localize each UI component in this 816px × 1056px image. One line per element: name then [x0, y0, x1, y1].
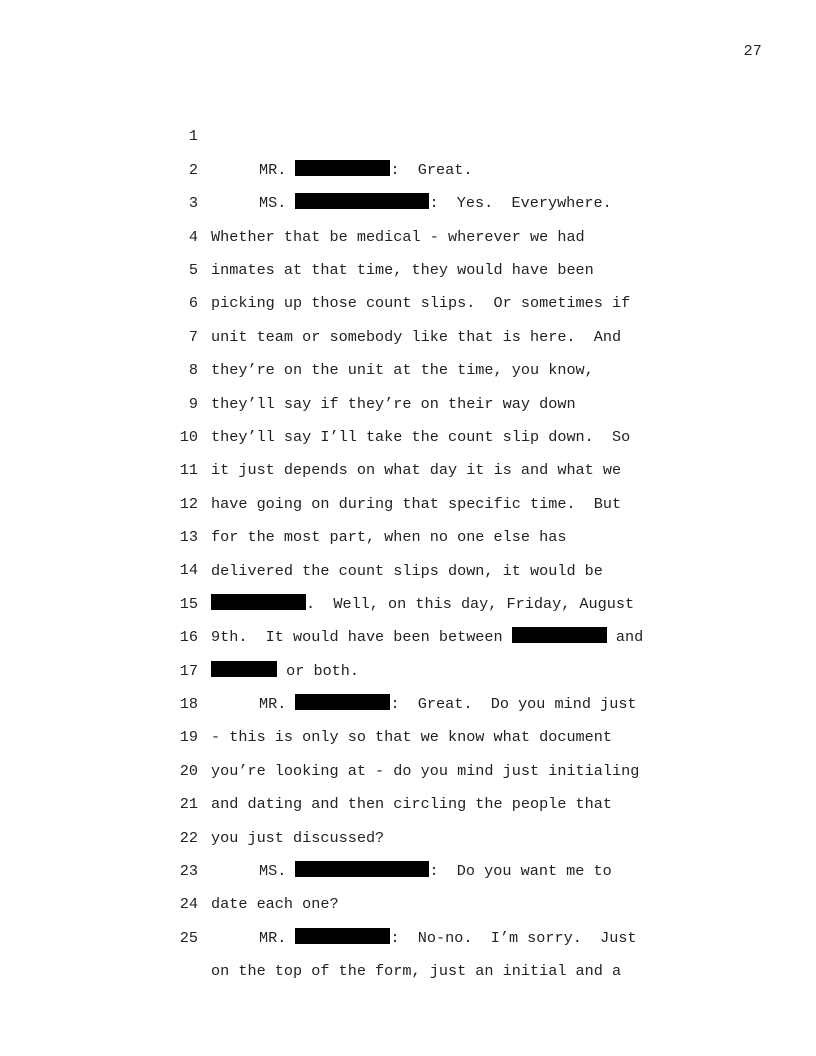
line-number: 24 — [179, 895, 198, 914]
line-number: 11 — [179, 461, 198, 480]
speech-text: . Well, on this day, Friday, August — [306, 594, 635, 613]
line-text: and dating and then circling the people that — [211, 795, 613, 814]
line-text: delivered the count slips down, it would be — [211, 561, 603, 580]
page-number: 27 — [743, 43, 762, 60]
line-number: 23 — [179, 862, 198, 880]
line-number: 9 — [188, 394, 198, 413]
line-number: 4 — [188, 227, 198, 246]
line-text: picking up those count slips. Or sometimes if — [211, 294, 631, 313]
line-text: they’ll say if they’re on their way down — [211, 394, 576, 413]
speech-text: : No-no. I’m sorry. Just — [390, 928, 637, 947]
line-number: 3 — [188, 194, 198, 213]
line-text: - this is only so that we know what document — [211, 728, 613, 747]
line-number: 25 — [179, 928, 198, 947]
line-number: 13 — [179, 528, 198, 547]
line-number: 12 — [179, 494, 198, 513]
line-number: 8 — [188, 361, 198, 380]
line-number: 2 — [188, 160, 198, 179]
line-number: 16 — [179, 628, 198, 647]
line-number: 20 — [179, 761, 198, 780]
transcript-body — [0, 87, 816, 981]
line-text: it just depends on what day it is and what we — [211, 461, 622, 480]
transcript-line — [0, 87, 816, 179]
line-text: date each one? — [211, 895, 339, 914]
line-number: 1 — [188, 127, 198, 146]
line-text: unit team or somebody like that is here. And — [211, 327, 622, 346]
line-number: 21 — [179, 795, 198, 814]
line-number: 14 — [179, 561, 198, 580]
speech-text: : Great. — [390, 160, 473, 179]
speech-text: or both. — [277, 661, 360, 680]
speech-text: : Great. Do you mind just — [390, 695, 637, 714]
line-text: on the top of the form, just an initial and a — [211, 962, 622, 981]
speaker-label: MR. — [259, 695, 287, 714]
speaker-label: MS. — [259, 862, 287, 881]
line-text: have going on during that specific time. But — [211, 494, 622, 513]
line-number: 18 — [179, 695, 198, 714]
line-text: they’ll say I’ll take the count slip down. So — [211, 427, 631, 446]
line-number: 7 — [188, 327, 198, 346]
speaker-label: MS. — [259, 194, 287, 213]
line-number: 22 — [179, 828, 198, 847]
line-number: 5 — [188, 260, 198, 279]
speaker-label: MR. — [259, 928, 287, 947]
line-number: 10 — [179, 427, 198, 446]
line-number: 17 — [179, 661, 198, 680]
line-text: Whether that be medical - wherever we had — [211, 227, 585, 246]
speech-text: 9th. It would have been between — [211, 628, 512, 647]
line-text: inmates at that time, they would have been — [211, 260, 594, 279]
speech-text: : Do you want me to — [429, 862, 612, 881]
line-text: they’re on the unit at the time, you know, — [211, 361, 594, 380]
speech-text: and — [606, 628, 644, 647]
line-text: you’re looking at - do you mind just initialing — [211, 761, 640, 780]
speech-text: : Yes. Everywhere. — [429, 194, 612, 213]
line-text: you just discussed? — [211, 828, 385, 847]
line-number: 6 — [188, 294, 198, 313]
speaker-label: MR. — [259, 160, 287, 179]
line-number: 19 — [179, 728, 198, 747]
line-text — [259, 922, 637, 955]
line-text: for the most part, when no one else has — [211, 528, 567, 547]
redaction-box — [295, 928, 390, 944]
line-number: 15 — [179, 594, 198, 613]
